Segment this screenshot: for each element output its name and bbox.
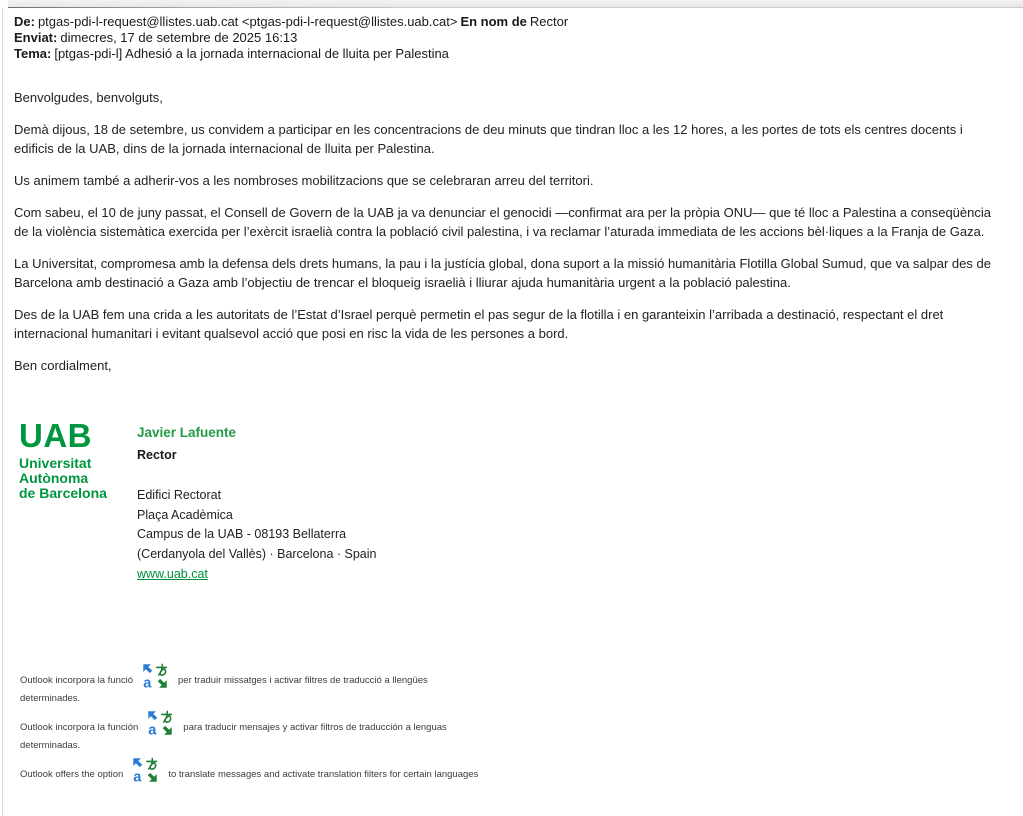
from-label: De:: [14, 14, 35, 29]
header-from-line: [14, 14, 1009, 30]
email-signature: [19, 417, 1009, 585]
svg-text:a: a: [148, 721, 157, 736]
uab-logo-acronym: UAB: [19, 417, 92, 454]
address-line: Campus de la UAB - 08193 Bellaterra: [137, 527, 347, 541]
signature-address: [137, 486, 376, 585]
note-intro: Outlook incorpora la función: [20, 721, 139, 733]
translator-icon: [123, 757, 168, 783]
svg-text:a: a: [133, 768, 142, 783]
body-paragraph: Des de la UAB fem una crida a les autoritats de l’Estat d’Israel perquè permetin el pas segur de la flotilla i en garanteixin l’arribada a destinació, respectant el dret internacional humanitari i evitant qualsevol acció que posi en risc la vida de les persones a bord.: [14, 307, 944, 341]
translation-note-catalan: [20, 663, 660, 705]
uab-website-link[interactable]: www.uab.cat: [137, 567, 208, 581]
header-sent-line: [14, 30, 1009, 46]
note-wrapped-word: determinadas.: [20, 739, 81, 751]
note-text: per traduir missatges i activar filtres de traducció a llengües: [178, 674, 428, 686]
note-text: to translate messages and activate translation filters for certain languages: [168, 768, 479, 780]
translator-icon: [133, 663, 178, 689]
note-text: para traducir mensajes y activar filtros de traducción a lenguas: [183, 721, 447, 733]
on-behalf-value: Rector: [529, 14, 569, 29]
note-intro: Outlook incorpora la funció: [20, 674, 134, 686]
uab-logo: [19, 417, 119, 501]
signature-details: [137, 423, 376, 585]
subject-label: Tema:: [14, 46, 52, 61]
signature-title: Rector: [137, 448, 177, 462]
body-paragraph: Us animem també a adherir-vos a les nombroses mobilitzacions que se celebraran arreu del territori.: [14, 173, 594, 188]
subject-value: [ptgas-pdi-l] Adhesió a la jornada internacional de lluita per Palestina: [54, 46, 449, 61]
email-body: [14, 88, 1006, 375]
translation-notes: [20, 663, 660, 783]
translation-note-english: [20, 757, 660, 783]
email-header-block: [14, 14, 1009, 62]
signature-name: Javier Lafuente: [137, 425, 237, 440]
from-value: ptgas-pdi-l-request@llistes.uab.cat <ptgas-pdi-l-request@llistes.uab.cat>: [37, 14, 458, 29]
translator-icon: [138, 710, 183, 736]
svg-text:a: a: [143, 674, 152, 689]
address-line: Edifici Rectorat: [137, 488, 222, 502]
sent-label: Enviat:: [14, 30, 58, 45]
uab-logo-line: de Barcelona: [19, 485, 107, 501]
body-paragraph: La Universitat, compromesa amb la defensa dels drets humans, la pau i la justícia global, dona suport a la missió humanitària Flotilla Global Sumud, que va salpar des de Barcelona amb destinació a Gaza amb l’objectiu de trencar el bloqueig israelià i lliurar ajuda humanitària urgent a la població palestina.: [14, 256, 991, 290]
address-line: (Cerdanyola del Vallès) · Barcelona · Spain: [137, 546, 377, 561]
body-paragraph: Com sabeu, el 10 de juny passat, el Consell de Govern de la UAB ja va denunciar el genocidi —confirmat ara per la pròpia ONU— que té lloc a Palestina a conseqüència de la violència sistemàtica exercida per l’exèrcit israelià contra la població civil palestina, i va reclamar l’aturada immediata de les accions bèl·liques a la Franja de Gaza.: [14, 205, 991, 239]
on-behalf-label: En nom de: [460, 14, 527, 29]
note-wrapped-word: determinades.: [20, 692, 81, 704]
body-greeting: Benvolgudes, benvolguts,: [14, 90, 163, 105]
address-line: Plaça Acadèmica: [137, 507, 233, 522]
sent-value: dimecres, 17 de setembre de 2025 16:13: [60, 30, 298, 45]
uab-logo-line: Universitat: [19, 455, 92, 471]
header-subject-line: [14, 46, 1009, 62]
body-paragraph: Demà dijous, 18 de setembre, us convidem a participar en les concentracions de deu minuts que tindran lloc a les 12 hores, a les portes de tots els centres docents i edificis de la UAB, dins de la jornada internacional de lluita per Palestina.: [14, 122, 963, 156]
translation-note-spanish: [20, 710, 660, 752]
uab-logo-line: Autònoma: [19, 470, 89, 486]
body-closing: Ben cordialment,: [14, 358, 112, 373]
note-intro: Outlook offers the option: [20, 768, 124, 780]
